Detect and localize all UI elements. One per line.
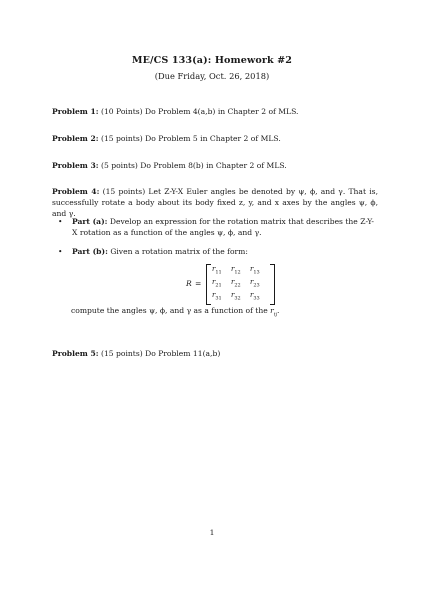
- problem-1-text: (10 Points) Do Problem 4(a,b) in Chapter 2 of MLS.: [101, 107, 299, 116]
- compute-end: .: [276, 306, 280, 315]
- matrix-left-bracket: [206, 264, 211, 305]
- problem-4-label: Problem 4:: [52, 187, 100, 196]
- problem-1: [52, 106, 378, 117]
- rotation-matrix: [186, 264, 276, 304]
- part-a: [58, 217, 378, 239]
- matrix-cell: $r_{32}$: [231, 291, 241, 302]
- problem-5: [52, 348, 378, 359]
- matrix-cell: $r_{12}$: [231, 265, 241, 276]
- matrix-right-bracket: [270, 264, 275, 305]
- equals-sign: =: [195, 279, 202, 288]
- problem-4-text: (15 points) Let Z-Y-X Euler angles be denoted by ψ, ϕ, and γ. That is, successfully rotate a body about its body fixed z, y, and x axes by the angles ψ, ϕ, and γ.: [52, 187, 378, 218]
- due-date: (Due Friday, Oct. 26, 2018): [154, 71, 270, 81]
- part-b-label: Part (b):: [72, 247, 108, 256]
- problem-4: [52, 186, 378, 219]
- part-a-label: Part (a):: [72, 217, 108, 226]
- compute-text: compute the angles ψ, ϕ, and γ as a function of the: [71, 306, 268, 315]
- matrix-cell: $r_{11}$: [212, 265, 222, 276]
- part-b-text: Given a rotation matrix of the form:: [110, 247, 248, 256]
- problem-3-label: Problem 3:: [52, 161, 99, 170]
- matrix-cell: $r_{23}$: [250, 278, 260, 289]
- problem-1-label: Problem 1:: [52, 107, 99, 116]
- bullet-icon: •: [58, 247, 63, 256]
- matrix-symbol: R: [186, 279, 192, 288]
- problem-3-text: (5 points) Do Problem 8(b) in Chapter 2 of MLS.: [101, 161, 287, 170]
- problem-5-text: (15 points) Do Problem 11(a,b): [101, 349, 221, 358]
- matrix-cell: $r_{33}$: [250, 291, 260, 302]
- part-a-text: Develop an expression for the rotation matrix that describes the Z-Y-X rotation as a function of the angles ψ, ϕ, and γ.: [72, 217, 374, 237]
- problem-2-label: Problem 2:: [52, 134, 99, 143]
- matrix-cell: $r_{13}$: [250, 265, 260, 276]
- compute-instruction: [71, 305, 371, 321]
- compute-sub: ij: [273, 311, 277, 318]
- problem-2: [52, 133, 378, 144]
- matrix-cell: $r_{31}$: [212, 291, 222, 302]
- matrix-cell: $r_{21}$: [212, 278, 222, 289]
- problem-3: [52, 160, 378, 171]
- compute-var: r: [270, 306, 274, 315]
- matrix-cell: $r_{22}$: [231, 278, 241, 289]
- part-b: [58, 247, 378, 258]
- page-number: 1: [209, 528, 215, 537]
- page-title: ME/CS 133(a): Homework #2: [131, 55, 293, 66]
- problem-5-label: Problem 5:: [52, 349, 99, 358]
- bullet-icon: •: [58, 217, 63, 226]
- problem-2-text: (15 points) Do Problem 5 in Chapter 2 of MLS.: [101, 134, 281, 143]
